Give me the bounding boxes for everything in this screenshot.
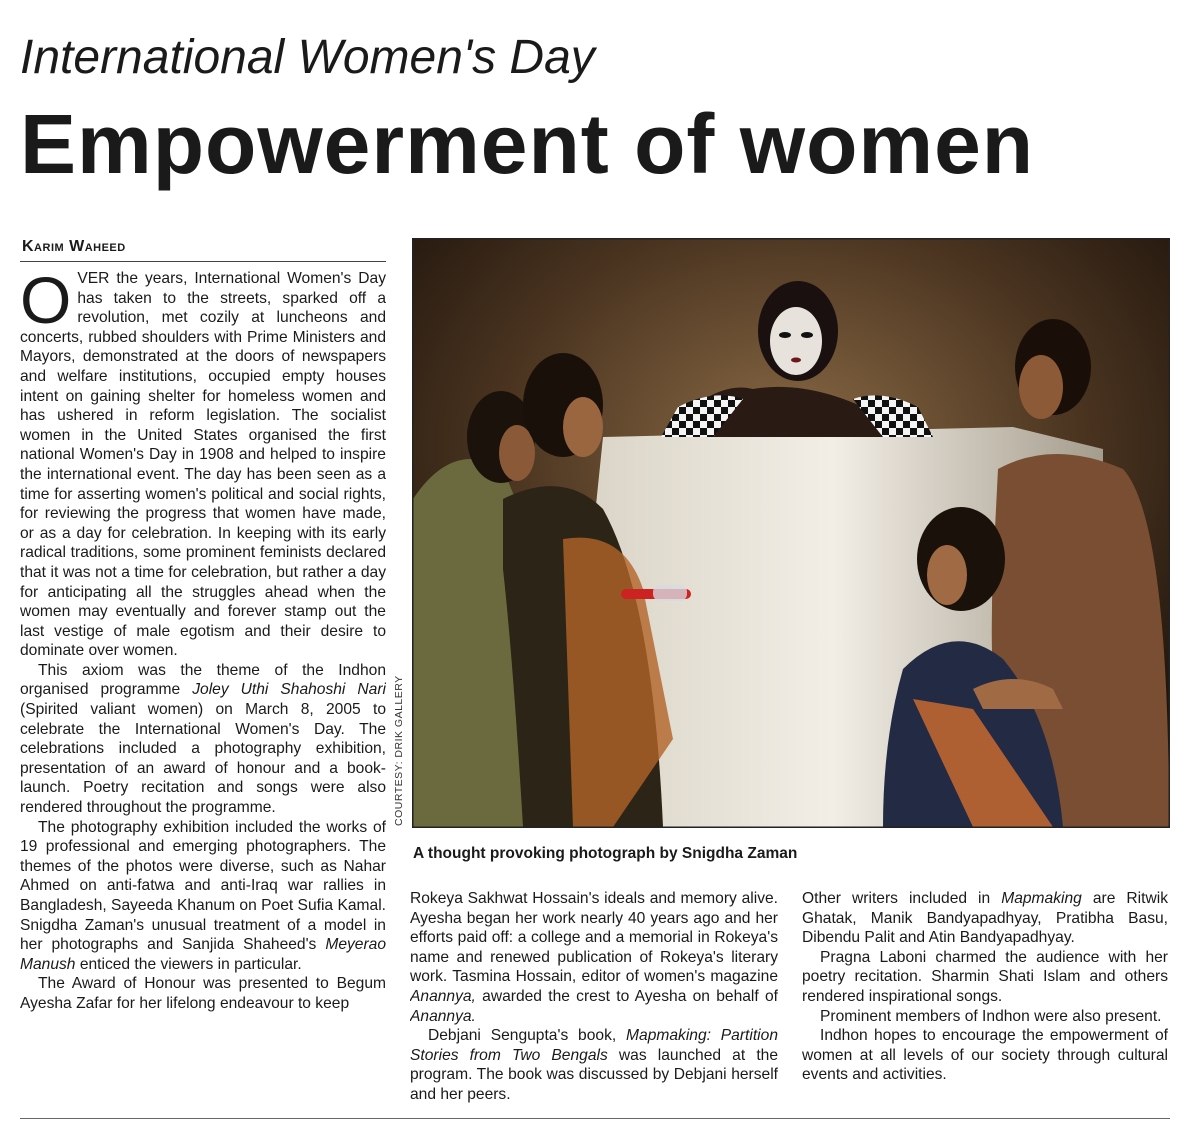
paragraph: OVER the years, International Women's Day has taken to the streets, sparked off a revolution, met cozily at luncheons and concerts, rubbed shoulders with Prime Ministers and Mayors, demonstrated at the doors of newspapers and welfare institutions, occupied empty houses intent on gaining shelter for homeless women and has ushered in reform legislation. The socialist women in the United States organised the first national Women's Day in 1908 and helped to inspire the international event. The day has been seen as a time for asserting women's political and social rights, for reviewing the progress that women have made, or as a day for celebration. In keeping with its early radical traditions, some prominent feminists declared that it was not a time for celebration, but rather a day for anticipating all the struggles ahead when the women may eventually and forever stamp out the last vestige of male egotism and their desire to dominate over women. (20, 269, 386, 660)
byline-rule (20, 261, 386, 262)
bottom-rule (20, 1118, 1170, 1119)
paragraph: Prominent members of Indhon were also present. (820, 1007, 1162, 1025)
paragraph: Other writers included in Mapmaking are Ritwik Ghatak, Manik Bandyapadhyay, Pratibha Basu, Dibendu Palit and Atin Bandyapadhyay. (802, 890, 1168, 947)
paragraph: The Award of Honour was presented to Begum Ayesha Zafar for her lifelong endeavour to keep (20, 975, 386, 1012)
article-photo (412, 238, 1170, 828)
photo-caption: A thought provoking photograph by Snigdha Zaman (413, 845, 798, 862)
photo-illustration (413, 239, 1169, 827)
byline: Karim Waheed (22, 238, 126, 255)
photo-credit: COURTESY: DRIK GALLERY (393, 675, 405, 826)
article-column-1 (20, 269, 386, 1111)
paragraph: The photography exhibition included the works of 19 professional and emerging photographers. The themes of the photos were diverse, such as Nahar Ahmed on anti-fatwa and anti-Iraq war rallies in Bangladesh, Sayeeda Khanum on Poet Sufia Kamal. Snigdha Zaman's unusual treatment of a model in her photographs and Sanjida Shaheed's Meyerao Manush enticed the viewers in particular. (20, 818, 386, 973)
paragraph: Pragna Laboni charmed the audience with her poetry recitation. Sharmin Shati Islam and others rendered inspirational songs. (802, 948, 1168, 1005)
paragraph: Debjani Sengupta's book, Mapmaking: Partition Stories from Two Bengals was launched at the program. The book was discussed by Debjani herself and her peers. (410, 1027, 778, 1103)
article-column-3 (802, 889, 1168, 1111)
headline: Empowerment of women (20, 97, 1035, 191)
paragraph: Rokeya Sakhwat Hossain's ideals and memory alive. Ayesha began her work nearly 40 years ago and her efforts paid off: a college and a memorial in Rokeya's name and renewed publication of Rokeya's literary work. Tasmina Hossain, editor of women's magazine Anannya, awarded the crest to Ayesha on behalf of Anannya. (410, 890, 778, 1025)
paragraph: Indhon hopes to encourage the empowerment of women at all levels of our society through cultural events and activities. (802, 1027, 1168, 1084)
drop-cap: O (20, 269, 72, 337)
paragraph: This axiom was the theme of the Indhon organised programme Joley Uthi Shahoshi Nari (Spirited valiant women) on March 8, 2005 to celebrate the International Women's Day. The celebrations included a photography exhibition, presentation of an award of honour and a book-launch. Poetry recitation and songs were also rendered throughout the programme. (20, 661, 386, 817)
article-column-2 (410, 889, 778, 1111)
kicker-title: International Women's Day (20, 31, 595, 84)
